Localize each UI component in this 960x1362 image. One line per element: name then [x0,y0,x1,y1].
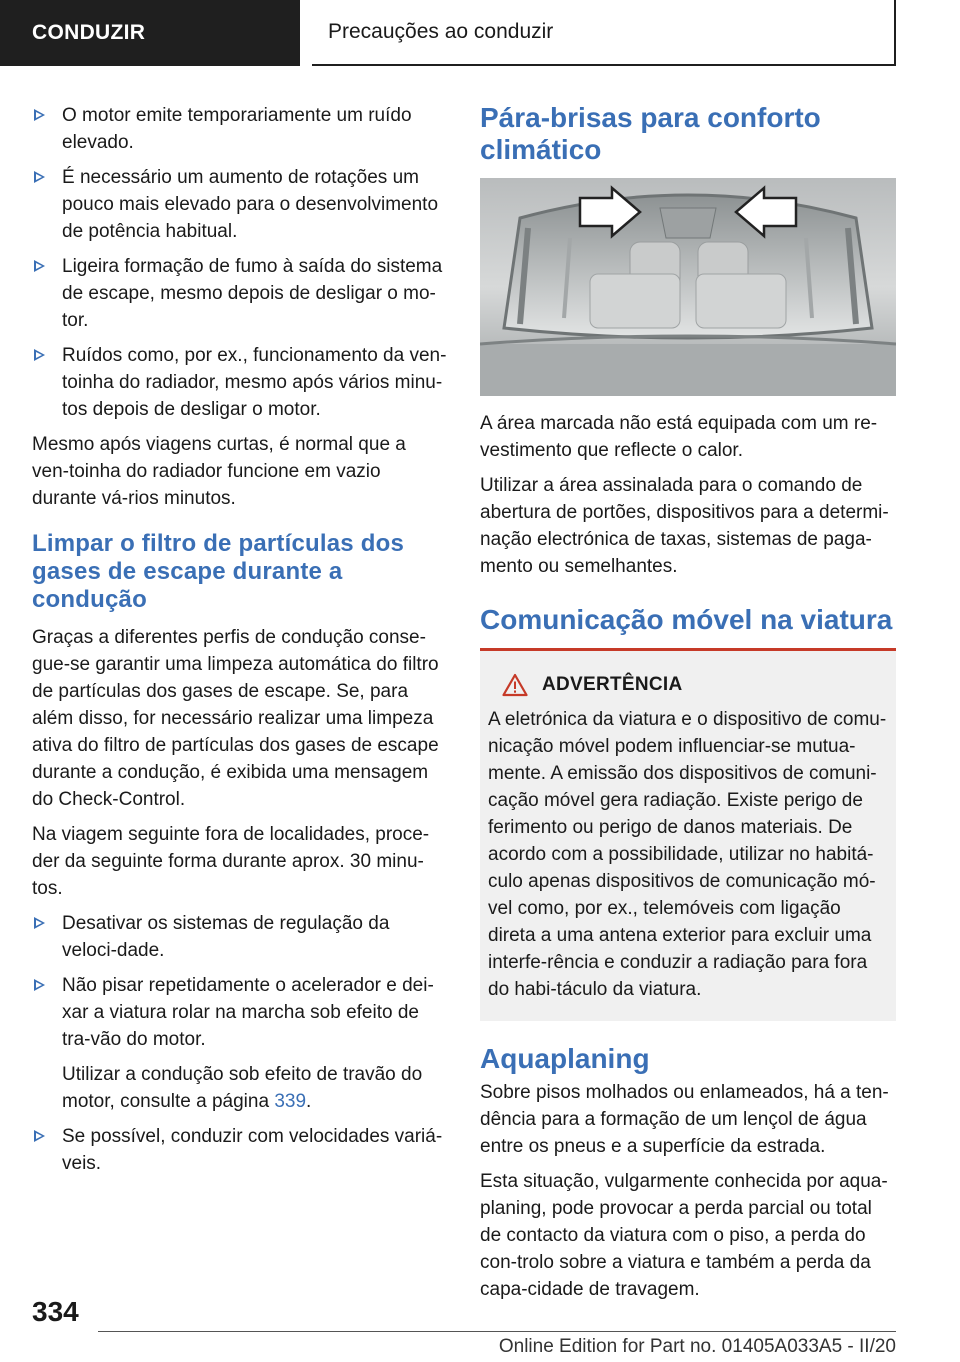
chapter-title: Precauções ao conduzir [312,0,896,66]
warning-header [488,671,888,698]
paragraph: Graças a diferentes perfis de condução conse-gue-se garantir uma limpeza automática do filtro de partículas dos gases de escape. Se, para além disso, for necessário realizar uma limpeza ativa do filtro de partículas dos gases de escape durante a condução, é exibida uma mensagem do Check-Control. [32,627,439,810]
list-item-note: Utilizar a condução sob efeito de travão do motor, consulte a página 339. [62,1064,423,1112]
left-column [32,102,448,1185]
list-item: Se possível, conduzir com velocidades variá-veis. [32,1123,448,1177]
bullet-triangle-icon [34,1130,45,1142]
list-item: Ruídos como, por ex., funcionamento da ven-toinha do radiador, mesmo após vários minu-tos depois de desligar o motor. [32,342,448,423]
warning-triangle-icon [502,673,528,697]
bullet-triangle-icon [34,260,45,272]
section-title: CONDUZIR [0,0,300,66]
bullet-triangle-icon [34,171,45,183]
heading-filter-cleaning: Limpar o filtro de partículas dos gases de escape durante a condução [32,530,404,613]
paragraph: Na viagem seguinte fora de localidades, proce-der da seguinte forma durante aprox. 30 minu-tos. [32,824,430,899]
symptom-list [32,102,448,423]
heading-aquaplaning: Aquaplaning [480,1043,650,1074]
right-column [480,102,896,1311]
bullet-triangle-icon [34,349,45,361]
warning-text: A eletrónica da viatura e o dispositivo de comu-nicação móvel podem influenciar-se mutua-mente. A emissão dos dispositivos de comuni-cação móvel gera radiação. Existe perigo de ferimento ou perigo de danos materiais. De acordo com a possibilidade, utilizar no habitá-culo apenas dispositivos de comunicação mó-vel como, por ex., telemóveis com ligação direta a uma antena exterior para excluir uma interfe-rência e conduzir a radiação para fora do habi-táculo da viatura. [488,709,887,1000]
list-item: Desativar os sistemas de regulação da veloci-dade. [32,910,448,964]
bullet-triangle-icon [34,979,45,991]
paragraph: Mesmo após viagens curtas, é normal que a ven-toinha do radiador funcione em vazio durante vá-rios minutos. [32,434,406,509]
list-item: O motor emite temporariamente um ruído elevado. [32,102,448,156]
heading-windshield: Pára-brisas para conforto climático [480,102,821,165]
bullet-triangle-icon [34,109,45,121]
bullet-triangle-icon [34,917,45,929]
windshield-photo [480,178,896,396]
heading-mobile-communication: Comunicação móvel na viatura [480,604,893,635]
warning-title: ADVERTÊNCIA [542,674,683,695]
edition-note: Online Edition for Part no. 01405A033A5 - II/20 [498,1336,896,1357]
paragraph: A área marcada não está equipada com um re-vestimento que reflecte o calor. [480,413,878,461]
page-header [0,0,960,66]
list-item: Ligeira formação de fumo à saída do sistema de escape, mesmo depois de desligar o mo-tor. [32,253,448,334]
footer-divider [98,1331,896,1332]
paragraph: Utilizar a área assinalada para o comando de abertura de portões, dispositivos para a determi-nação electrónica de taxas, sistemas de paga-mento ou semelhantes. [480,475,889,577]
paragraph: Sobre pisos molhados ou enlameados, há a ten-dência para a formação de um lençol de água entre os pneus e a superfície da estrada. [480,1082,889,1157]
page-number: 334 [32,1296,79,1327]
warning-box [480,648,896,1021]
paragraph: Esta situação, vulgarmente conhecida por aqua-planing, pode provocar a perda parcial ou total de contacto da viatura com o piso, a perda do con-trolo sobre a viatura e também a perda da capa-cidade de travagem. [480,1171,888,1300]
list-item: Não pisar repetidamente o acelerador e dei-xar a viatura rolar na marcha sob efeito de tra-vão do motor. Utilizar a condução sob efeito de travão do motor, consulte a página 339. [32,972,448,1115]
procedure-list [32,910,448,1177]
list-item: É necessário um aumento de rotações um pouco mais elevado para o desenvolvimento de potência habitual. [32,164,448,245]
page-reference-link[interactable]: 339 [274,1091,307,1112]
